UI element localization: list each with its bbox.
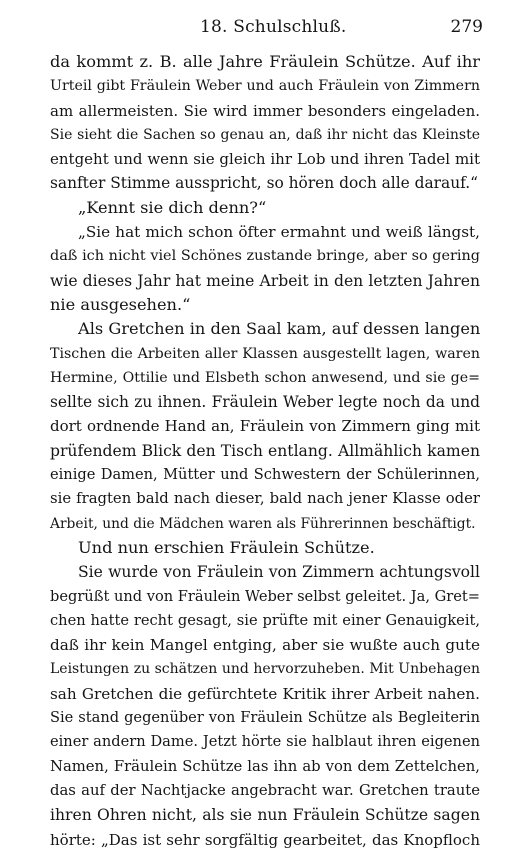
- text-line: sie fragten bald nach dieser, bald nach jener Klasse oder: [50, 490, 480, 508]
- chapter-title: 18. Schulschluß.: [200, 17, 347, 37]
- text-line: dort ordnende Hand an, Fräulein von Zimmern ging mit: [50, 417, 480, 436]
- text-line: Sie stand gegenüber von Fräulein Schütze als Begleiterin: [50, 709, 480, 727]
- text-line: sanfter Stimme ausspricht, so hören doch alle darauf.“: [50, 174, 479, 193]
- text-line: Sie sieht die Sachen so genau an, daß ihr nicht das Kleinste: [50, 126, 480, 143]
- text-line: Sie wurde von Fräulein von Zimmern achtungsvoll: [78, 563, 480, 582]
- text-line: nie ausgesehen.“: [50, 294, 191, 314]
- text-line: „Sie hat mich schon öfter ermahnt und weiß längst,: [78, 223, 480, 242]
- text-line: am allermeisten. Sie wird immer besonders eingeladen.: [50, 101, 480, 120]
- text-line: Als Gretchen in den Saal kam, auf dessen langen: [78, 319, 481, 339]
- text-line: Arbeit, und die Mädchen waren als Führerinnen beschäftigt.: [50, 515, 476, 532]
- text-line: Hermine, Ottilie und Elsbeth schon anwesend, und sie ge=: [50, 369, 480, 386]
- text-line: das auf der Nachtjacke angebracht war. Gretchen traute: [50, 781, 480, 799]
- text-line: daß ich nicht viel Schönes zustande bringe, aber so gering: [50, 248, 480, 265]
- body-text: [50, 50, 480, 852]
- text-line: sah Gretchen die gefürchtete Kritik ihrer Arbeit nahen.: [50, 684, 480, 703]
- text-line: Leistungen zu schätzen und hervorzuheben. Mit Unbehagen: [50, 661, 480, 678]
- text-line: „Kennt sie dich denn?“: [78, 197, 267, 217]
- text-line: Namen, Fräulein Schütze las ihn ab von dem Zettelchen,: [50, 757, 480, 775]
- text-line: da kommt z. B. alle Jahre Fräulein Schütze. Auf ihr: [50, 52, 480, 71]
- text-line: einige Damen, Mütter und Schwestern der Schülerinnen,: [50, 466, 480, 484]
- page-number: 279: [450, 17, 483, 37]
- text-line: ihren Ohren nicht, als sie nun Fräulein Schütze sagen: [50, 806, 480, 825]
- text-line: Urteil gibt Fräulein Weber und auch Fräulein von Zimmern: [50, 78, 480, 95]
- text-line: Und nun erschien Fräulein Schütze.: [78, 537, 375, 557]
- text-line: wie dieses Jahr hat meine Arbeit in den letzten Jahren: [50, 271, 480, 290]
- text-line: sellte sich zu ihnen. Fräulein Weber legte noch da und: [50, 393, 480, 412]
- text-line: entgeht und wenn sie gleich ihr Lob und ihren Tadel mit: [50, 150, 480, 169]
- text-line: prüfendem Blick den Tisch entlang. Allmählich kamen: [50, 441, 480, 460]
- running-head: [0, 17, 517, 39]
- text-line: daß ihr kein Mangel entging, aber sie wußte auch gute: [50, 636, 480, 655]
- text-line: einer andern Dame. Jetzt hörte sie halblaut ihren eigenen: [50, 733, 480, 751]
- text-line: begrüßt und von Fräulein Weber selbst geleitet. Ja, Gret=: [50, 587, 480, 605]
- text-line: hörte: „Das ist sehr sorgfältig gearbeitet, das Knopfloch: [50, 830, 480, 849]
- text-line: chen hatte recht gesagt, sie prüfte mit einer Genauigkeit,: [50, 611, 480, 629]
- text-line: Tischen die Arbeiten aller Klassen ausgestellt lagen, waren: [50, 345, 480, 362]
